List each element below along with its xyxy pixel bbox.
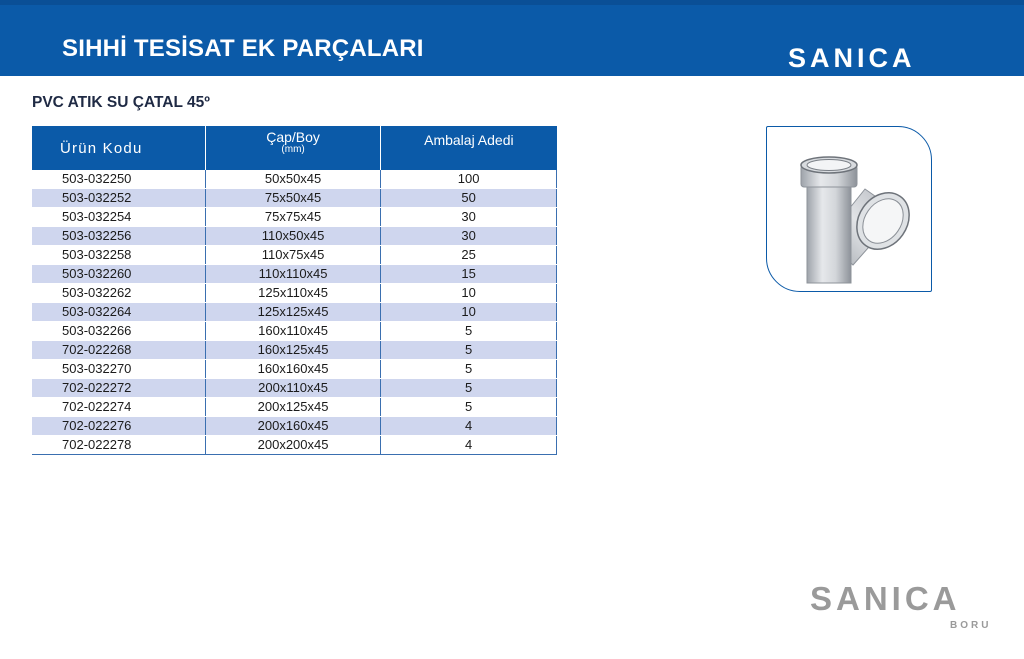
cell-package-qty: 100 [381, 170, 557, 189]
section-title: PVC ATIK SU ÇATAL 45º [32, 94, 210, 111]
table-row [32, 284, 557, 303]
table-row [32, 360, 557, 379]
cell-product-code: 702-022274 [32, 398, 205, 417]
footer-logo-sub: BORU [950, 620, 992, 631]
cell-size: 110x75x45 [205, 246, 380, 265]
cell-package-qty: 5 [381, 341, 557, 360]
cell-product-code: 702-022272 [32, 379, 205, 398]
cell-package-qty: 30 [381, 208, 557, 227]
cell-product-code: 503-032262 [32, 284, 205, 303]
cell-size: 75x50x45 [205, 189, 380, 208]
table-row [32, 341, 557, 360]
cell-package-qty: 5 [381, 398, 557, 417]
cell-package-qty: 4 [381, 417, 557, 436]
cell-product-code: 503-032260 [32, 265, 205, 284]
cell-package-qty: 25 [381, 246, 557, 265]
column-header-size-unit: (mm) [281, 144, 305, 155]
cell-package-qty: 5 [381, 379, 557, 398]
cell-size: 160x125x45 [205, 341, 380, 360]
cell-size: 50x50x45 [205, 170, 380, 189]
cell-size: 110x50x45 [205, 227, 380, 246]
cell-size: 160x110x45 [205, 322, 380, 341]
cell-package-qty: 30 [381, 227, 557, 246]
pvc-y-branch-icon [767, 127, 932, 292]
cell-size: 200x200x45 [205, 436, 380, 455]
cell-product-code: 503-032254 [32, 208, 205, 227]
table-row [32, 322, 557, 341]
column-header-package: Ambalaj Adedi [381, 126, 557, 170]
cell-product-code: 503-032250 [32, 170, 205, 189]
table-row [32, 170, 557, 189]
cell-product-code: 503-032264 [32, 303, 205, 322]
column-header-code: Ürün Kodu [32, 126, 205, 170]
cell-size: 200x125x45 [205, 398, 380, 417]
table-row [32, 398, 557, 417]
cell-package-qty: 15 [381, 265, 557, 284]
cell-product-code: 503-032256 [32, 227, 205, 246]
table-row [32, 227, 557, 246]
table-row [32, 189, 557, 208]
cell-product-code: 702-022276 [32, 417, 205, 436]
cell-product-code: 702-022268 [32, 341, 205, 360]
cell-package-qty: 10 [381, 303, 557, 322]
cell-package-qty: 4 [381, 436, 557, 455]
cell-product-code: 503-032266 [32, 322, 205, 341]
table-row [32, 208, 557, 227]
cell-size: 125x125x45 [205, 303, 380, 322]
cell-size: 200x110x45 [205, 379, 380, 398]
table-header-row [32, 126, 557, 170]
cell-package-qty: 5 [381, 360, 557, 379]
cell-size: 200x160x45 [205, 417, 380, 436]
header-bar [0, 0, 1024, 76]
cell-product-code: 702-022278 [32, 436, 205, 455]
column-header-size-label: Çap/Boy [266, 129, 320, 145]
table-row [32, 417, 557, 436]
product-table [32, 126, 557, 455]
table-row [32, 303, 557, 322]
cell-size: 110x110x45 [205, 265, 380, 284]
cell-product-code: 503-032258 [32, 246, 205, 265]
table-body [32, 170, 557, 455]
table-row [32, 265, 557, 284]
cell-product-code: 503-032270 [32, 360, 205, 379]
cell-product-code: 503-032252 [32, 189, 205, 208]
page-title: SIHHİ TESİSAT EK PARÇALARI [62, 35, 424, 62]
product-table-container [32, 126, 557, 455]
column-header-size [205, 126, 380, 170]
brand-logo: SANICA [788, 43, 916, 73]
cell-package-qty: 50 [381, 189, 557, 208]
table-row [32, 379, 557, 398]
cell-size: 160x160x45 [205, 360, 380, 379]
cell-size: 75x75x45 [205, 208, 380, 227]
cell-package-qty: 5 [381, 322, 557, 341]
cell-package-qty: 10 [381, 284, 557, 303]
cell-size: 125x110x45 [205, 284, 380, 303]
footer-logo: SANICA [810, 580, 961, 617]
product-photo-frame [766, 126, 932, 292]
table-row [32, 436, 557, 455]
table-row [32, 246, 557, 265]
